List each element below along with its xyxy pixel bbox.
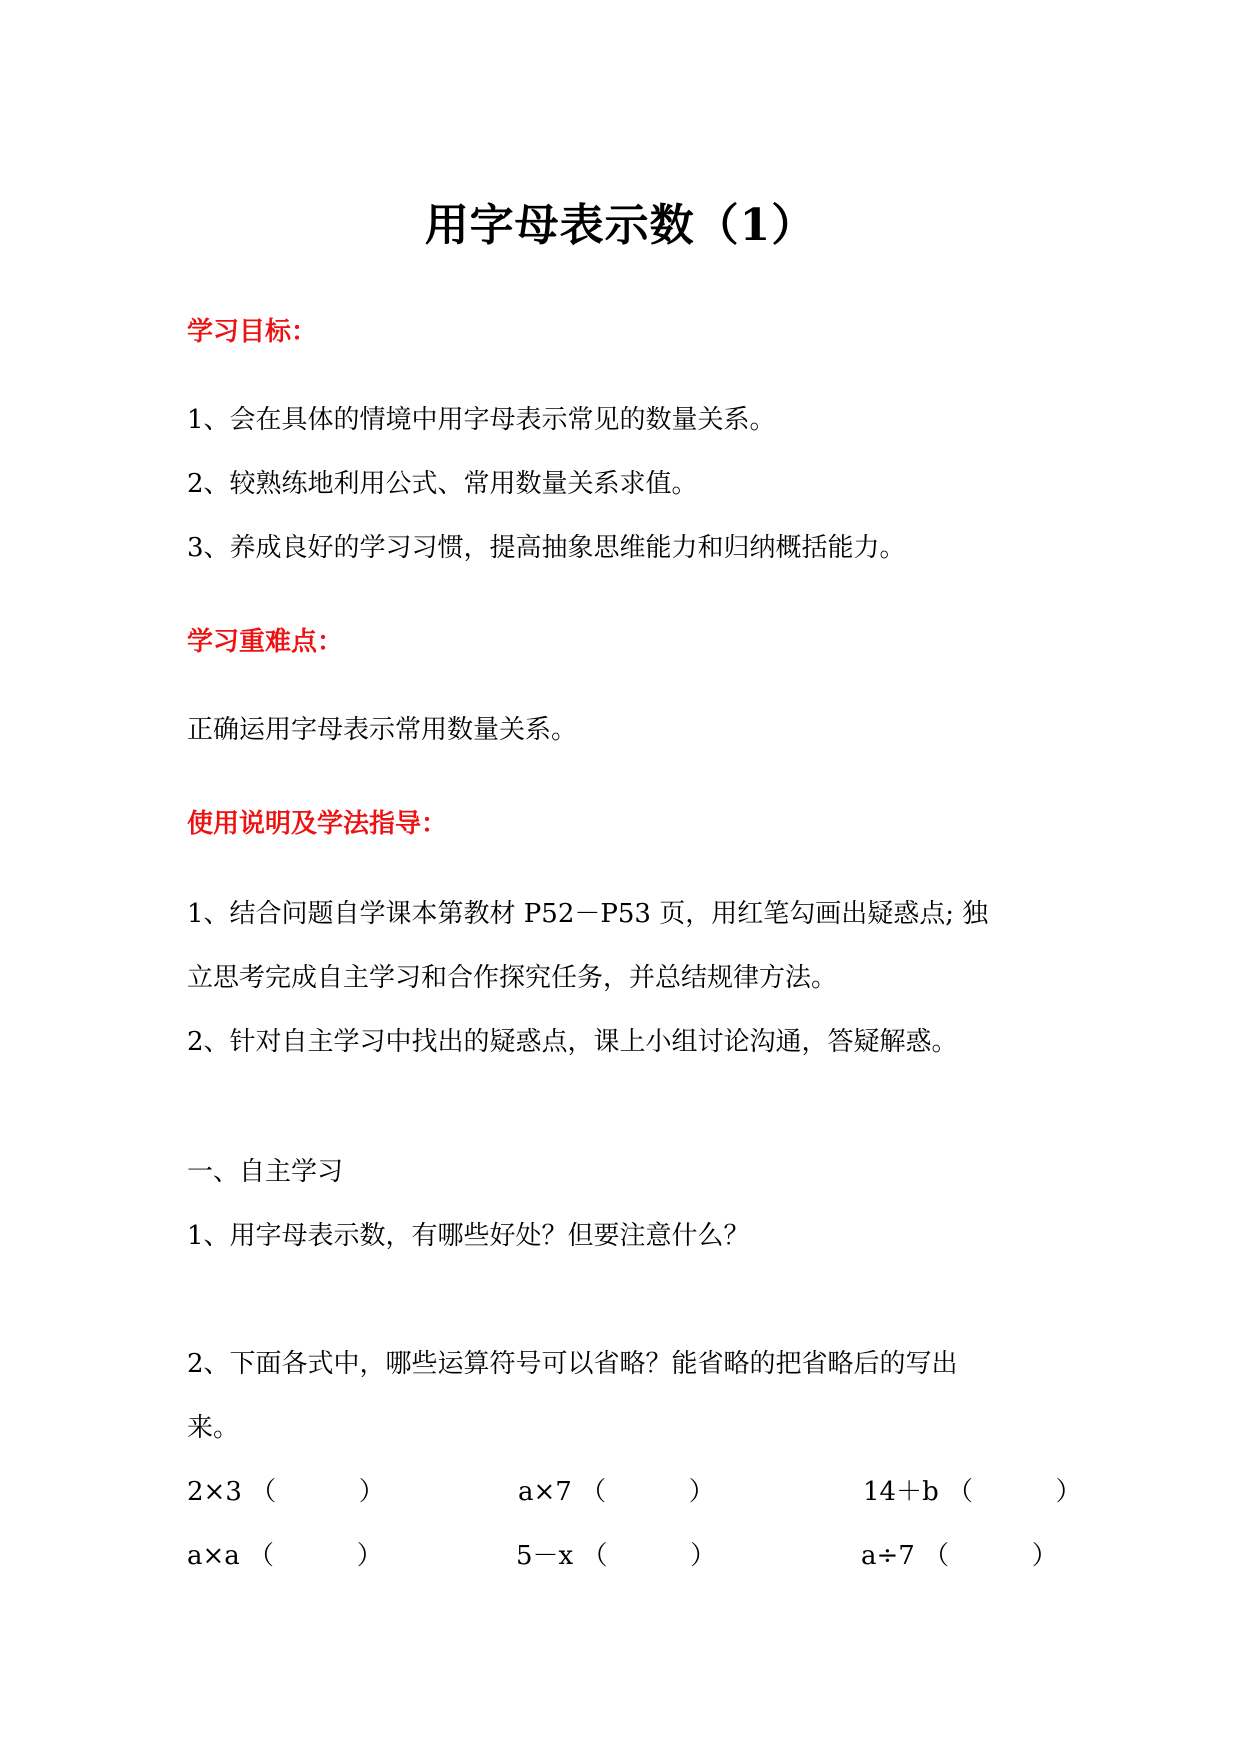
instructions-line-1: 1、结合问题自学课本第教材 P52－P53 页，用红笔勾画出疑惑点; 独 xyxy=(187,899,989,929)
question-1: 1、用字母表示数，有哪些好处？但要注意什么？ xyxy=(187,1221,750,1251)
self-study-heading: 一、自主学习 xyxy=(187,1157,344,1187)
goal-item-2: 2、较熟练地利用公式、常用数量关系求值。 xyxy=(187,469,698,499)
exercise-item: a×a （ ） xyxy=(187,1541,383,1571)
instructions-line-2: 立思考完成自主学习和合作探究任务，并总结规律方法。 xyxy=(187,963,838,993)
document-title: 用字母表示数（1） xyxy=(424,200,817,251)
instructions-heading: 使用说明及学法指导： xyxy=(187,809,448,839)
exercise-item: 2×3 （ ） xyxy=(187,1477,385,1507)
question-2-line-2: 来。 xyxy=(187,1413,240,1443)
goal-item-3: 3、养成良好的学习习惯，提高抽象思维能力和归纳概括能力。 xyxy=(187,533,906,563)
key-points-text: 正确运用字母表示常用数量关系。 xyxy=(187,715,578,745)
exercise-item: a×7 （ ） xyxy=(518,1477,715,1507)
goals-heading: 学习目标： xyxy=(187,317,318,347)
exercise-item: 14＋b （ ） xyxy=(863,1477,1082,1507)
exercise-item: a÷7 （ ） xyxy=(861,1541,1058,1571)
instructions-line-3: 2、针对自主学习中找出的疑惑点，课上小组讨论沟通，答疑解惑。 xyxy=(187,1027,958,1057)
key-points-heading: 学习重难点： xyxy=(187,627,344,657)
exercise-item: 5－x （ ） xyxy=(516,1541,717,1571)
goal-item-1: 1、会在具体的情境中用字母表示常见的数量关系。 xyxy=(187,405,776,435)
question-2-line-1: 2、下面各式中，哪些运算符号可以省略？能省略的把省略后的写出 xyxy=(187,1349,958,1379)
